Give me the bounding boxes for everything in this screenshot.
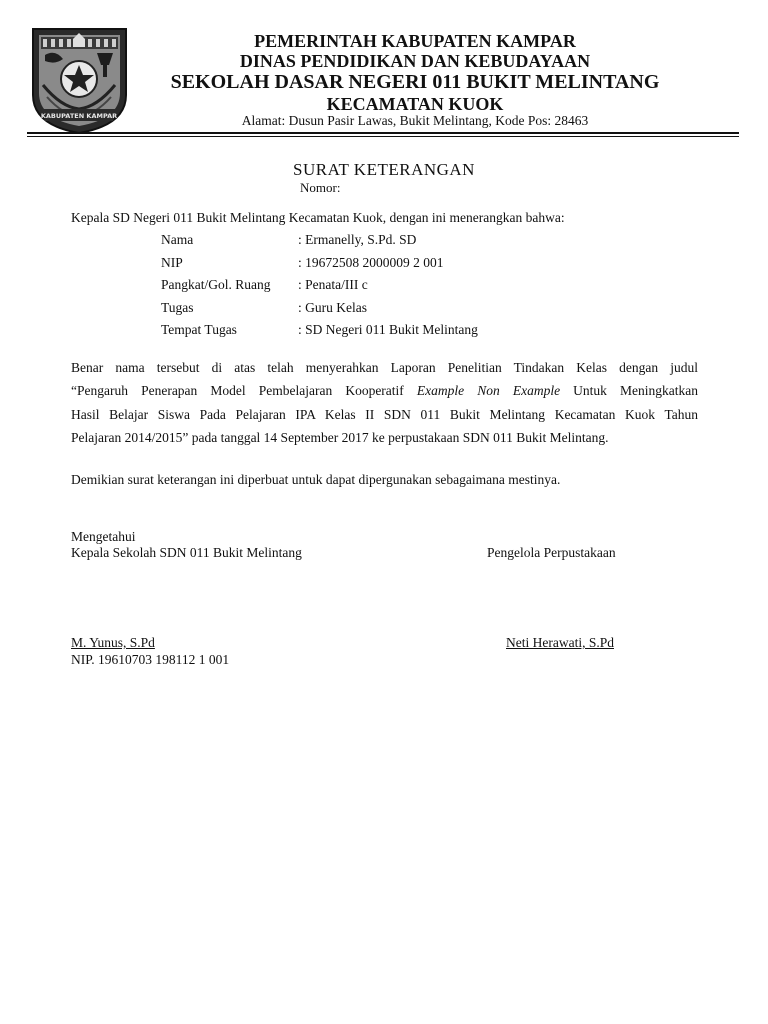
body-line: Pelajaran 2014/2015” pada tanggal 14 September 2017 ke perpustakaan SDN 011 Bukit Melintang.	[71, 429, 609, 445]
body-line	[71, 379, 698, 402]
body-text: Untuk Meningkatkan	[560, 383, 699, 399]
intro-statement: Kepala SD Negeri 011 Bukit Melintang Kecamatan Kuok, dengan ini menerangkan bahwa:	[71, 210, 565, 225]
logo-ribbon-text: KABUPATEN KAMPAR	[40, 112, 118, 120]
field-label: NIP	[161, 255, 183, 270]
letterhead-department: DINAS PENDIDIKAN DAN KEBUDAYAAN	[239, 51, 591, 71]
field-value: : 19672508 2000009 2 001	[298, 255, 444, 270]
body-line: Hasil Belajar Siswa Pada Pelajaran IPA Kelas II SDN 011 Bukit Melintang Kecamatan Kuok Tahun	[71, 406, 698, 422]
body-italic-text: Example Non Example	[416, 383, 561, 399]
letterhead-divider	[27, 132, 739, 134]
librarian-title: Pengelola Perpustakaan	[487, 545, 616, 560]
letter-number-label: Nomor:	[300, 180, 341, 195]
closing-statement: Demikian surat keterangan ini diperbuat untuk dapat dipergunakan sebagaimana mestinya.	[71, 472, 561, 487]
letterhead-address: Alamat: Dusun Pasir Lawas, Bukit Melintang, Kode Pos: 28463	[241, 113, 589, 128]
field-label: Tugas	[161, 300, 194, 315]
principal-nip: NIP. 19610703 198112 1 001	[71, 652, 230, 667]
principal-name: M. Yunus, S.Pd	[71, 635, 155, 650]
letterhead-government: PEMERINTAH KABUPATEN KAMPAR	[254, 31, 576, 51]
field-value: : Penata/III c	[298, 277, 368, 292]
letter-title: SURAT KETERANGAN	[293, 160, 475, 179]
letterhead-school-name: SEKOLAH DASAR NEGERI 011 BUKIT MELINTANG	[170, 71, 660, 93]
field-label: Nama	[161, 232, 194, 247]
field-label: Tempat Tugas	[161, 322, 237, 337]
field-label: Pangkat/Gol. Ruang	[161, 277, 271, 292]
principal-title: Kepala Sekolah SDN 011 Bukit Melintang	[71, 545, 302, 560]
letterhead-district: KECAMATAN KUOK	[326, 94, 504, 114]
field-value: : Guru Kelas	[298, 300, 367, 315]
body-line: Benar nama tersebut di atas telah menyerahkan Laporan Penelitian Tindakan Kelas dengan judul	[71, 360, 698, 375]
body-paragraph	[71, 356, 698, 449]
letterhead-divider-thin	[27, 136, 739, 137]
field-value: : SD Negeri 011 Bukit Melintang	[298, 322, 478, 337]
kampar-emblem-logo	[27, 25, 132, 137]
librarian-name: Neti Herawati, S.Pd	[506, 635, 614, 650]
field-value: : Ermanelly, S.Pd. SD	[298, 232, 417, 247]
body-text: “Pengaruh Penerapan Model Pembelajaran Kooperatif	[71, 383, 417, 399]
acknowledged-label: Mengetahui	[71, 529, 136, 544]
